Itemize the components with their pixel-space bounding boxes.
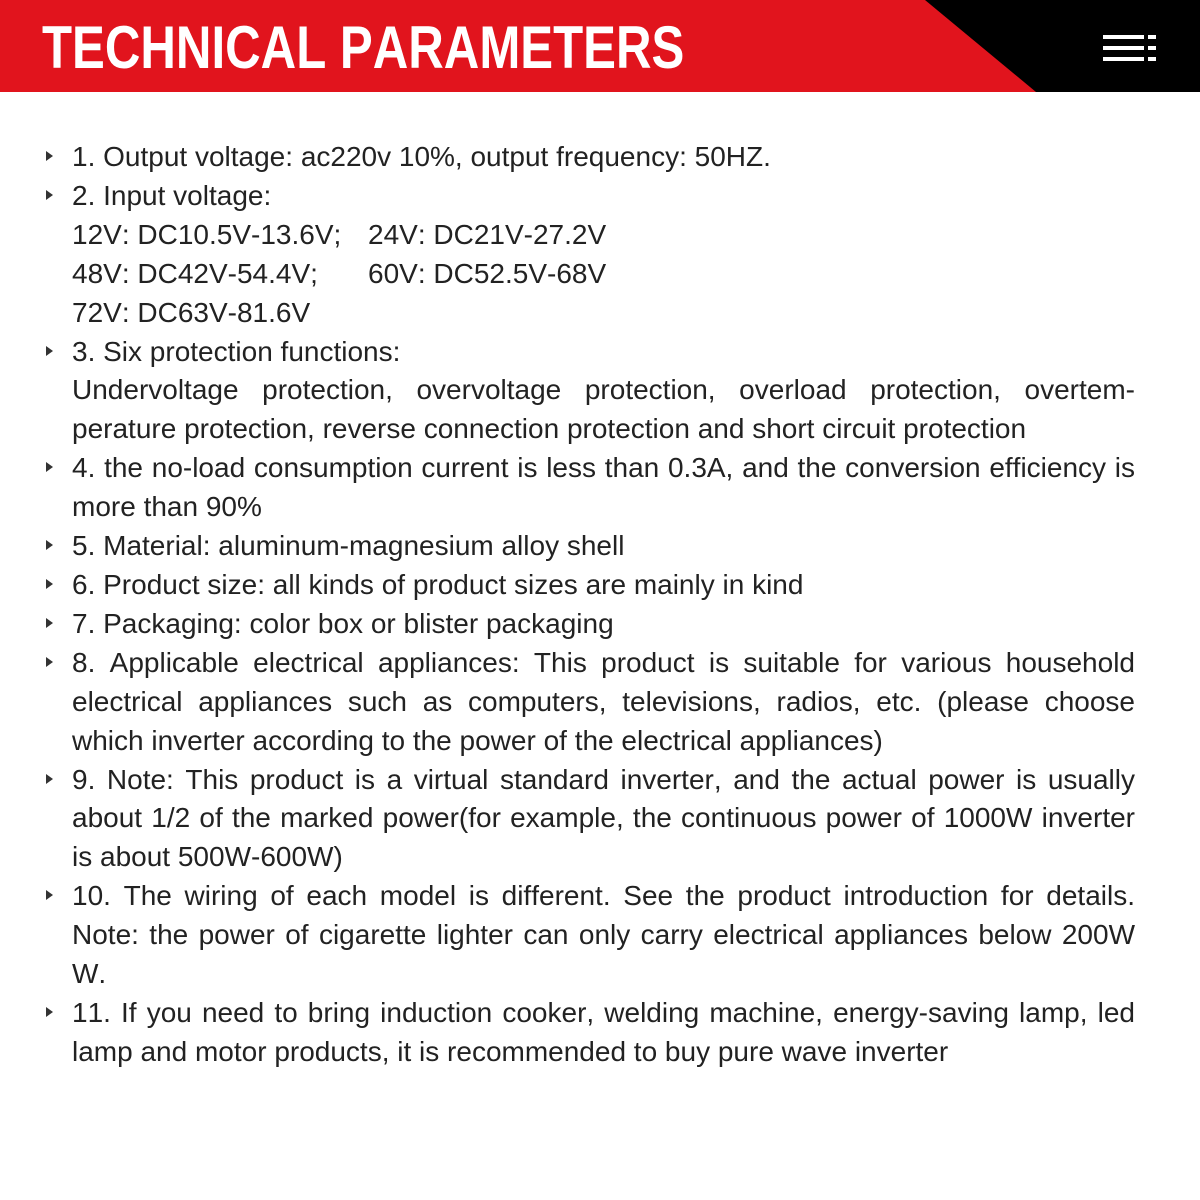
triangle-bullet-icon — [46, 151, 53, 161]
voltage-range: 72V: DC63V-81.6V — [72, 296, 311, 328]
voltage-row — [72, 255, 1135, 294]
header-banner — [0, 0, 1200, 92]
triangle-bullet-icon — [46, 890, 53, 900]
parameter-text: 4. the no-load consumption current is less than 0.3A, and the conversion efficiency is more than 90% — [72, 452, 1135, 523]
triangle-bullet-icon — [46, 540, 53, 550]
triangle-bullet-icon — [46, 618, 53, 628]
parameter-detail: Undervoltage protection, overvoltage protection, overload protection, overtem-perature protection, reverse connection protection and short circuit protection — [72, 374, 1135, 445]
triangle-bullet-icon — [46, 462, 53, 472]
parameter-applicable-appliances — [72, 644, 1135, 761]
parameter-text: 8. Applicable electrical appliances: This product is suitable for various household electrical appliances such as computers, televisions, radios, etc. (please choose which inverter according to the power of the electrical appliances) — [72, 646, 1135, 756]
voltage-range: 48V: DC42V-54.4V; — [72, 257, 318, 289]
parameter-wiring-note — [72, 877, 1135, 994]
triangle-bullet-icon — [46, 579, 53, 589]
triangle-bullet-icon — [46, 190, 53, 200]
parameter-text: 6. Product size: all kinds of product sizes are mainly in kind — [72, 568, 804, 600]
triangle-bullet-icon — [46, 346, 53, 356]
menu-icon — [1103, 35, 1157, 61]
triangle-bullet-icon — [46, 774, 53, 784]
parameter-text: 5. Material: aluminum-magnesium alloy shell — [72, 530, 625, 562]
parameter-protection-functions — [72, 333, 1135, 450]
triangle-bullet-icon — [46, 1007, 53, 1017]
parameter-text: 11. If you need to bring induction cooker, welding machine, energy-saving lamp, led lamp and motor products, it is recommended to buy pure wave inverter — [72, 996, 1135, 1067]
parameter-power-note — [72, 761, 1135, 878]
parameter-text: 7. Packaging: color box or blister packaging — [72, 607, 614, 639]
parameter-no-load-consumption — [72, 449, 1135, 527]
voltage-range: 60V: DC52.5V-68V — [368, 257, 607, 289]
parameter-text: 3. Six protection functions: — [72, 335, 401, 367]
parameter-material — [72, 527, 1135, 566]
parameter-output-voltage — [72, 138, 1135, 177]
parameter-list — [72, 138, 1135, 1072]
parameter-product-size — [72, 566, 1135, 605]
parameter-pure-wave-recommendation — [72, 994, 1135, 1072]
parameter-text: 2. Input voltage: — [72, 179, 272, 211]
parameter-text: 9. Note: This product is a virtual standard inverter, and the actual power is usually about 1/2 of the marked power(for example, the continuous power of 1000W inverter is about 500W-600W) — [72, 763, 1135, 873]
triangle-bullet-icon — [46, 657, 53, 667]
parameter-text: 1. Output voltage: ac220v 10%, output frequency: 50HZ. — [72, 141, 771, 172]
voltage-range: 24V: DC21V-27.2V — [368, 218, 607, 250]
page-title: TECHNICAL PARAMETERS — [42, 14, 685, 81]
parameter-packaging — [72, 605, 1135, 644]
parameter-input-voltage — [72, 177, 1135, 333]
voltage-row — [72, 294, 1135, 333]
voltage-range: 12V: DC10.5V-13.6V; — [72, 218, 342, 250]
parameter-text: 10. The wiring of each model is different. See the product introduction for details. Note: the power of cigarette lighter can only carry electrical appliances below 200W W. — [72, 880, 1135, 990]
input-voltage-table — [72, 216, 1135, 333]
voltage-row — [72, 216, 1135, 255]
